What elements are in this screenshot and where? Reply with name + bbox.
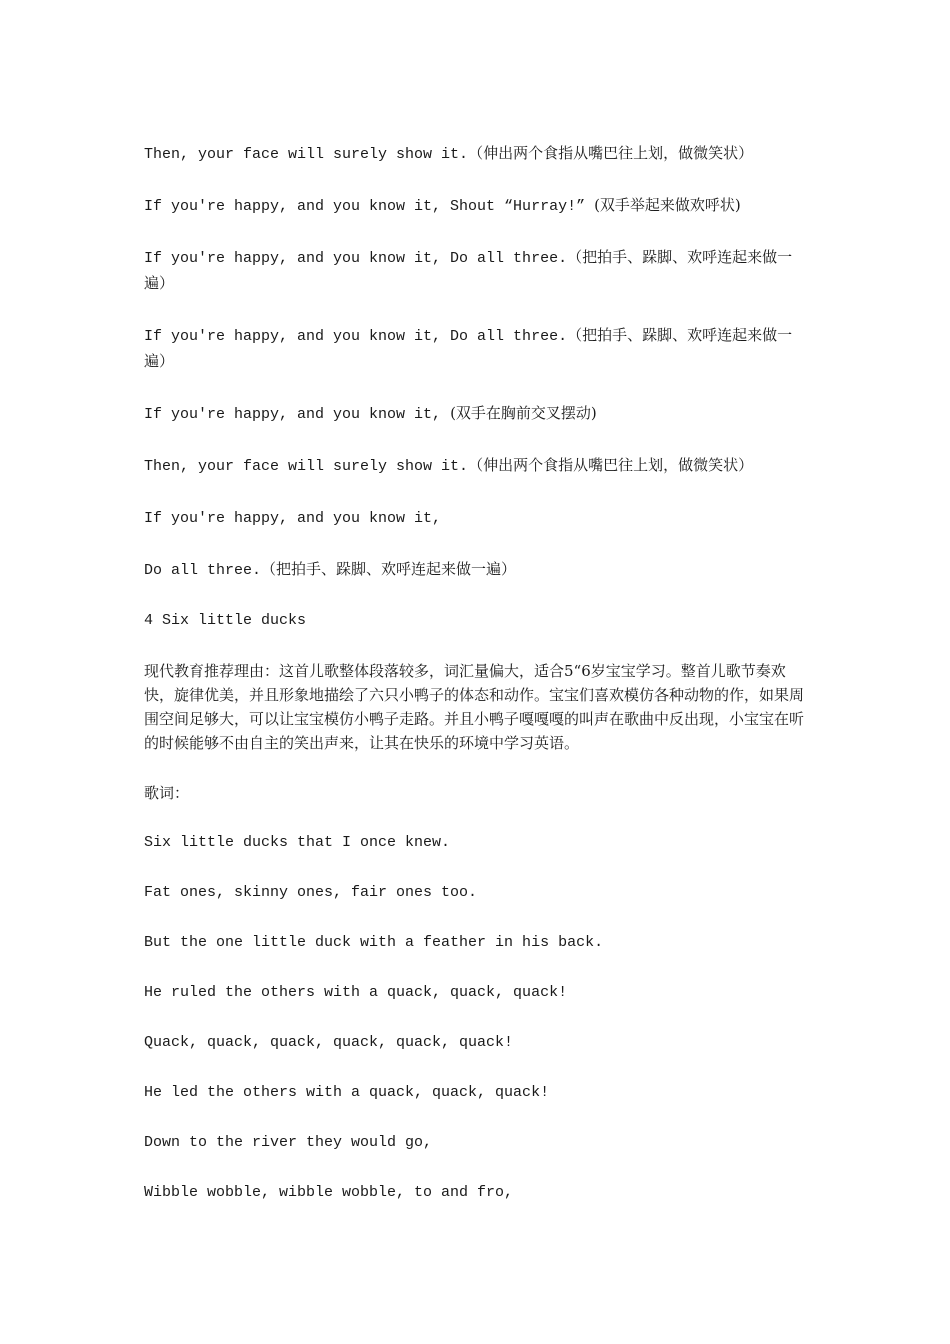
lyric-line: Quack, quack, quack, quack, quack, quack! — [144, 1034, 514, 1051]
lyric-english: If you're happy, and you know it, — [144, 510, 442, 527]
lyric-line: Wibble wobble, wibble wobble, to and fro, — [144, 1184, 514, 1201]
lyric-line — [144, 141, 814, 167]
lyric-english: Then, your face will surely show it. — [144, 146, 469, 163]
section-heading: 4 Six little ducks — [144, 612, 307, 629]
lyric-line — [144, 453, 814, 479]
lyric-line: Six little ducks that I once knew. — [144, 834, 451, 851]
lyric-line — [144, 401, 814, 427]
lyric-english: Do all three. — [144, 562, 262, 579]
lyric-line: He ruled the others with a quack, quack, quack! — [144, 984, 568, 1001]
recommendation-paragraph: 现代教育推荐理由：这首儿歌整体段落较多，词汇量偏大，适合5“6岁宝宝学习。整首儿歌节奏欢快，旋律优美，并且形象地描绘了六只小鸭子的体态和动作。宝宝们喜欢模仿各种动物的作，如果周围空间足够大，可以让宝宝模仿小鸭子走路。并且小鸭子嘎嘎嘎的叫声在歌曲中反出现，小宝宝在听的时候能够不由自主的笑出声来，让其在快乐的环境中学习英语。 — [144, 662, 805, 752]
lyric-english: Then, your face will surely show it. — [144, 458, 469, 475]
lyric-instruction: （把拍手、跺脚、欢呼连起来做一遍） — [261, 560, 517, 578]
lyric-line — [144, 245, 814, 297]
lyric-english: If you're happy, and you know it, Do all three. — [144, 328, 568, 345]
lyrics-label: 歌词： — [144, 784, 190, 802]
lyric-instruction: （把拍手、跺脚、欢呼连起来做一遍） — [144, 248, 793, 292]
lyric-instruction: （把拍手、跺脚、欢呼连起来做一遍） — [144, 326, 793, 370]
lyric-instruction: (双手举起来做欢呼状) — [594, 196, 741, 214]
lyric-instruction: (双手在胸前交叉摆动) — [450, 404, 597, 422]
lyric-english: If you're happy, and you know it, Shout “Hurray!” — [144, 198, 595, 215]
lyric-line: But the one little duck with a feather in his back. — [144, 934, 604, 951]
lyric-line: Fat ones, skinny ones, fair ones too. — [144, 884, 478, 901]
lyric-english: If you're happy, and you know it, Do all three. — [144, 250, 568, 267]
lyric-english: If you're happy, and you know it, — [144, 406, 451, 423]
lyric-instruction: （伸出两个食指从嘴巴往上划，做微笑状） — [468, 144, 754, 162]
document-page — [144, 141, 814, 1205]
lyric-line — [144, 193, 814, 219]
lyric-line: He led the others with a quack, quack, quack! — [144, 1084, 550, 1101]
lyric-line — [144, 323, 814, 375]
lyric-line — [144, 557, 814, 583]
lyric-instruction: （伸出两个食指从嘴巴往上划，做微笑状） — [468, 456, 754, 474]
lyric-line: Down to the river they would go, — [144, 1134, 433, 1151]
lyric-line — [144, 505, 814, 531]
